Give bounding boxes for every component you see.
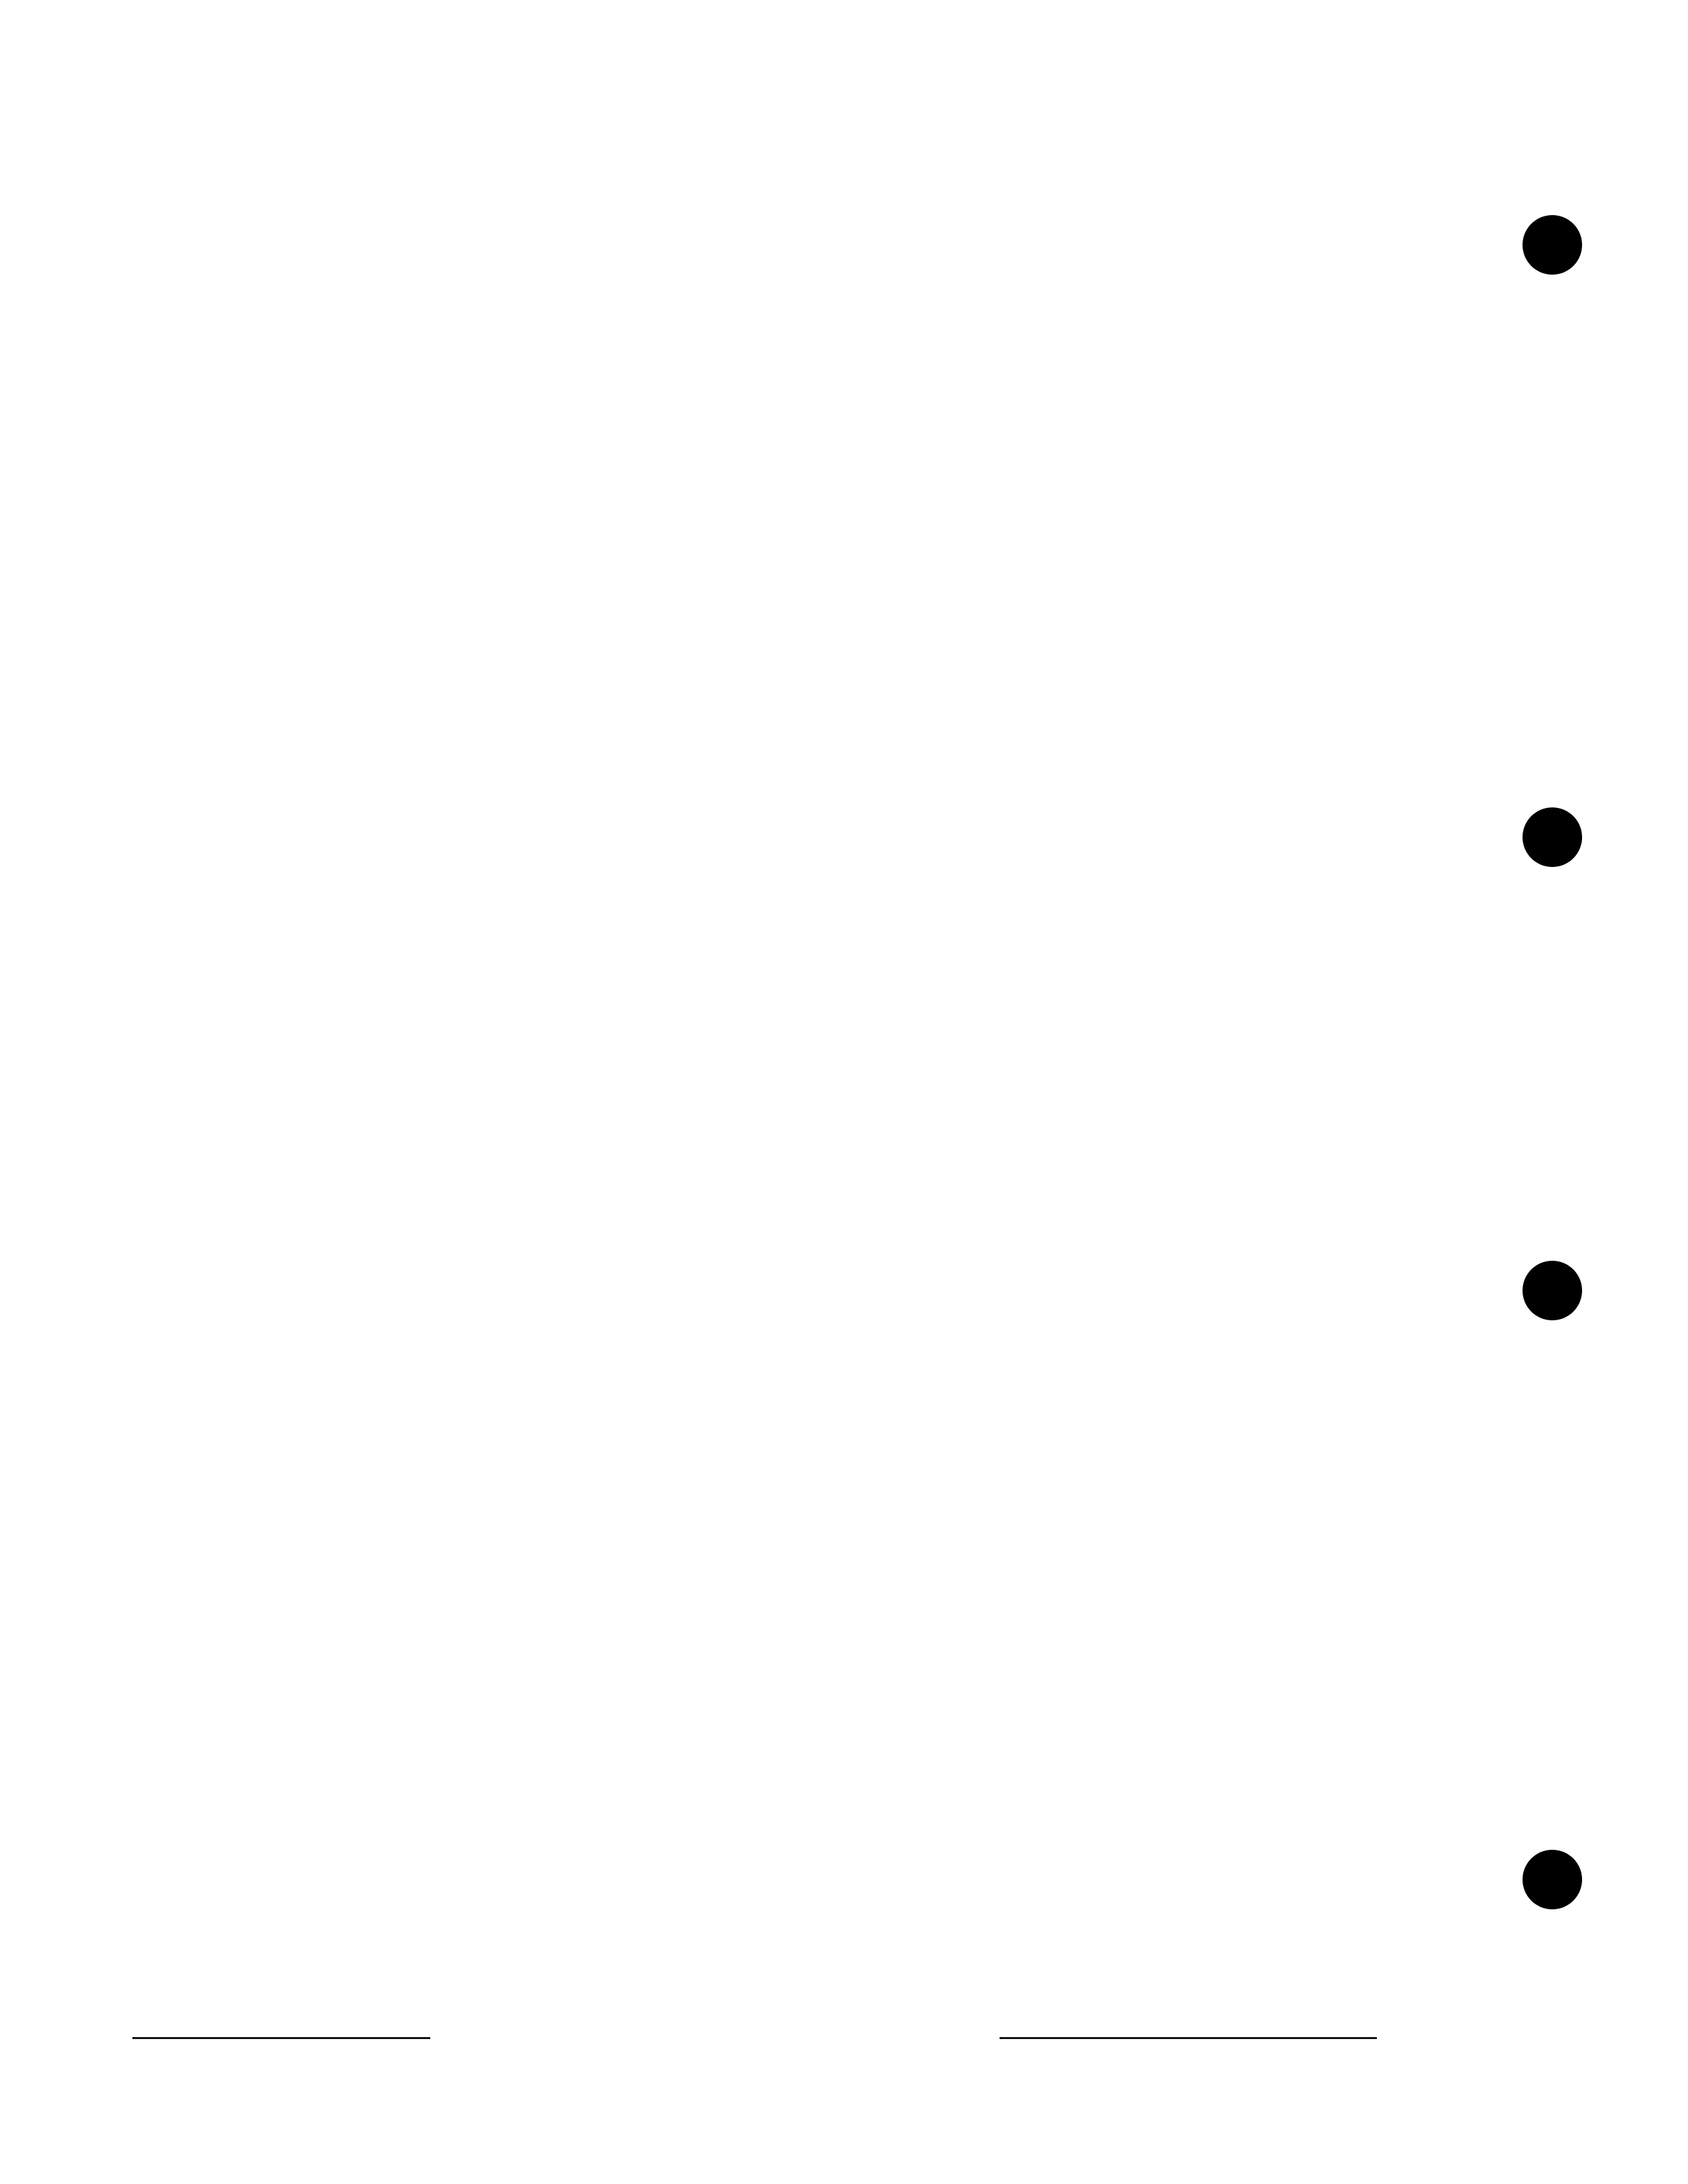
binder-hole-icon (1523, 215, 1582, 275)
binder-hole-icon (1523, 807, 1582, 867)
rule-left (132, 2037, 430, 2039)
page-footer (132, 2057, 1377, 2097)
binder-hole-icon (1523, 1261, 1582, 1320)
rule-right (1000, 2037, 1377, 2039)
binder-hole-icon (1523, 1850, 1582, 1909)
copyright-rule (132, 2026, 1377, 2049)
